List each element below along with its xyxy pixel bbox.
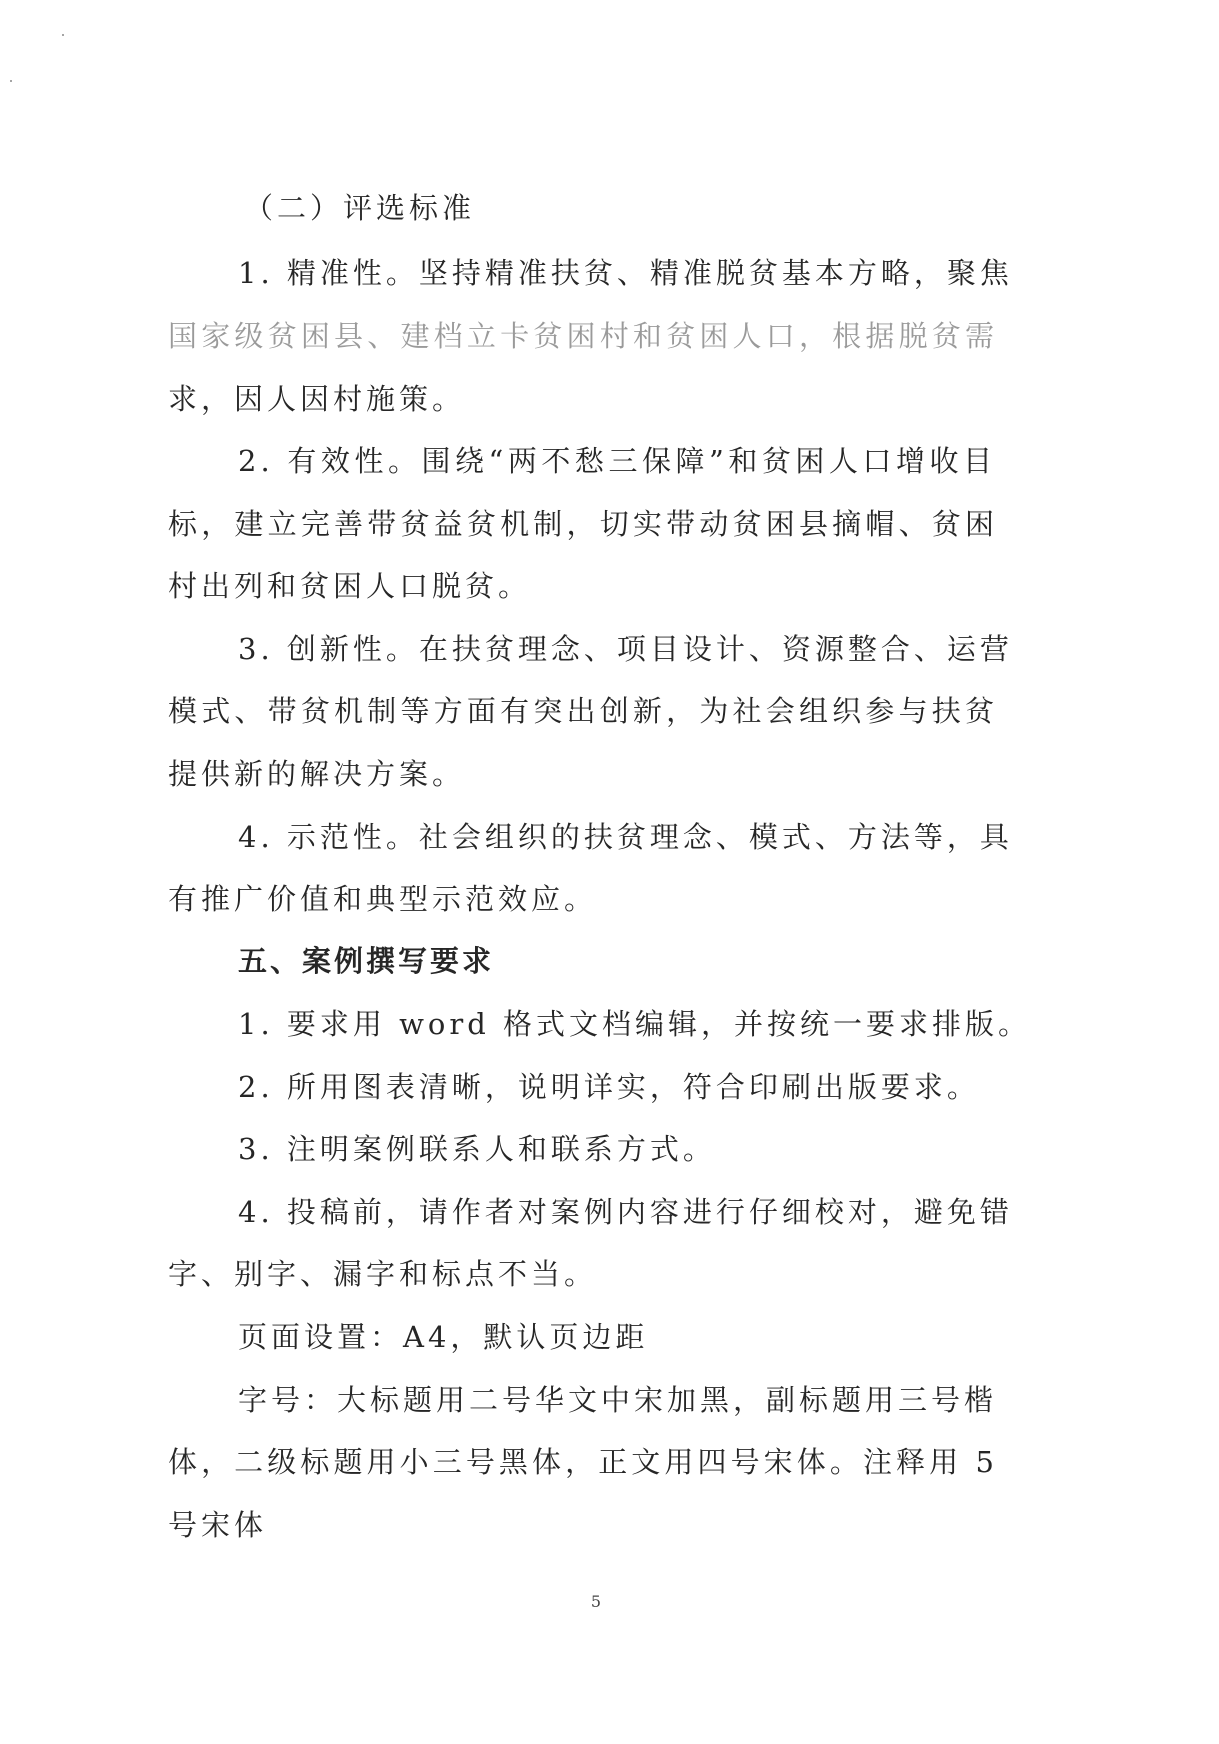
requirement-2: 2. 所用图表清晰，说明详实，符合印刷出版要求。: [238, 1070, 980, 1104]
requirement-3: 3. 注明案例联系人和联系方式。: [238, 1132, 716, 1166]
section-title-evaluation-criteria: （二）评选标准: [244, 191, 476, 225]
criterion-2-line-1: 2. 有效性。围绕“两不愁三保障”和贫困人口增收目: [238, 444, 996, 478]
criterion-4-line-1: 4. 示范性。社会组织的扶贫理念、模式、方法等，具: [238, 820, 1013, 854]
criterion-1-line-3: 求，因人因村施策。: [168, 382, 466, 416]
criterion-3-line-2: 模式、带贫机制等方面有突出创新，为社会组织参与扶贫: [168, 694, 998, 728]
criterion-3-line-3: 提供新的解决方案。: [168, 757, 466, 791]
requirement-4-line-1: 4. 投稿前，请作者对案例内容进行仔细校对，避免错: [238, 1195, 1013, 1229]
criterion-1-line-2: 国家级贫困县、建档立卡贫困村和贫困人口，根据脱贫需: [168, 319, 998, 353]
page-setup-note: 页面设置：A4，默认页边距: [238, 1320, 649, 1354]
font-spec-line-2: 体，二级标题用小三号黑体，正文用四号宋体。注释用 5: [168, 1445, 998, 1479]
font-spec-line-3: 号宋体: [168, 1508, 268, 1542]
font-spec-line-1: 字号：大标题用二号华文中宋加黑，副标题用三号楷: [238, 1383, 998, 1417]
criterion-3-line-1: 3. 创新性。在扶贫理念、项目设计、资源整合、运营: [238, 632, 1013, 666]
criterion-2-line-2: 标，建立完善带贫益贫机制，切实带动贫困县摘帽、贫困: [168, 507, 998, 541]
scan-speck: [10, 80, 12, 82]
criterion-1-line-1: 1. 精准性。坚持精准扶贫、精准脱贫基本方略，聚焦: [238, 256, 1013, 290]
criterion-2-line-3: 村出列和贫困人口脱贫。: [168, 569, 532, 603]
section-5-heading: 五、案例撰写要求: [238, 944, 495, 978]
scan-speck: [62, 34, 64, 36]
page-number: 5: [590, 1592, 602, 1611]
requirement-1: 1. 要求用 word 格式文档编辑，并按统一要求排版。: [238, 1007, 1032, 1041]
requirement-4-line-2: 字、别字、漏字和标点不当。: [168, 1257, 598, 1291]
criterion-4-line-2: 有推广价值和典型示范效应。: [168, 882, 598, 916]
